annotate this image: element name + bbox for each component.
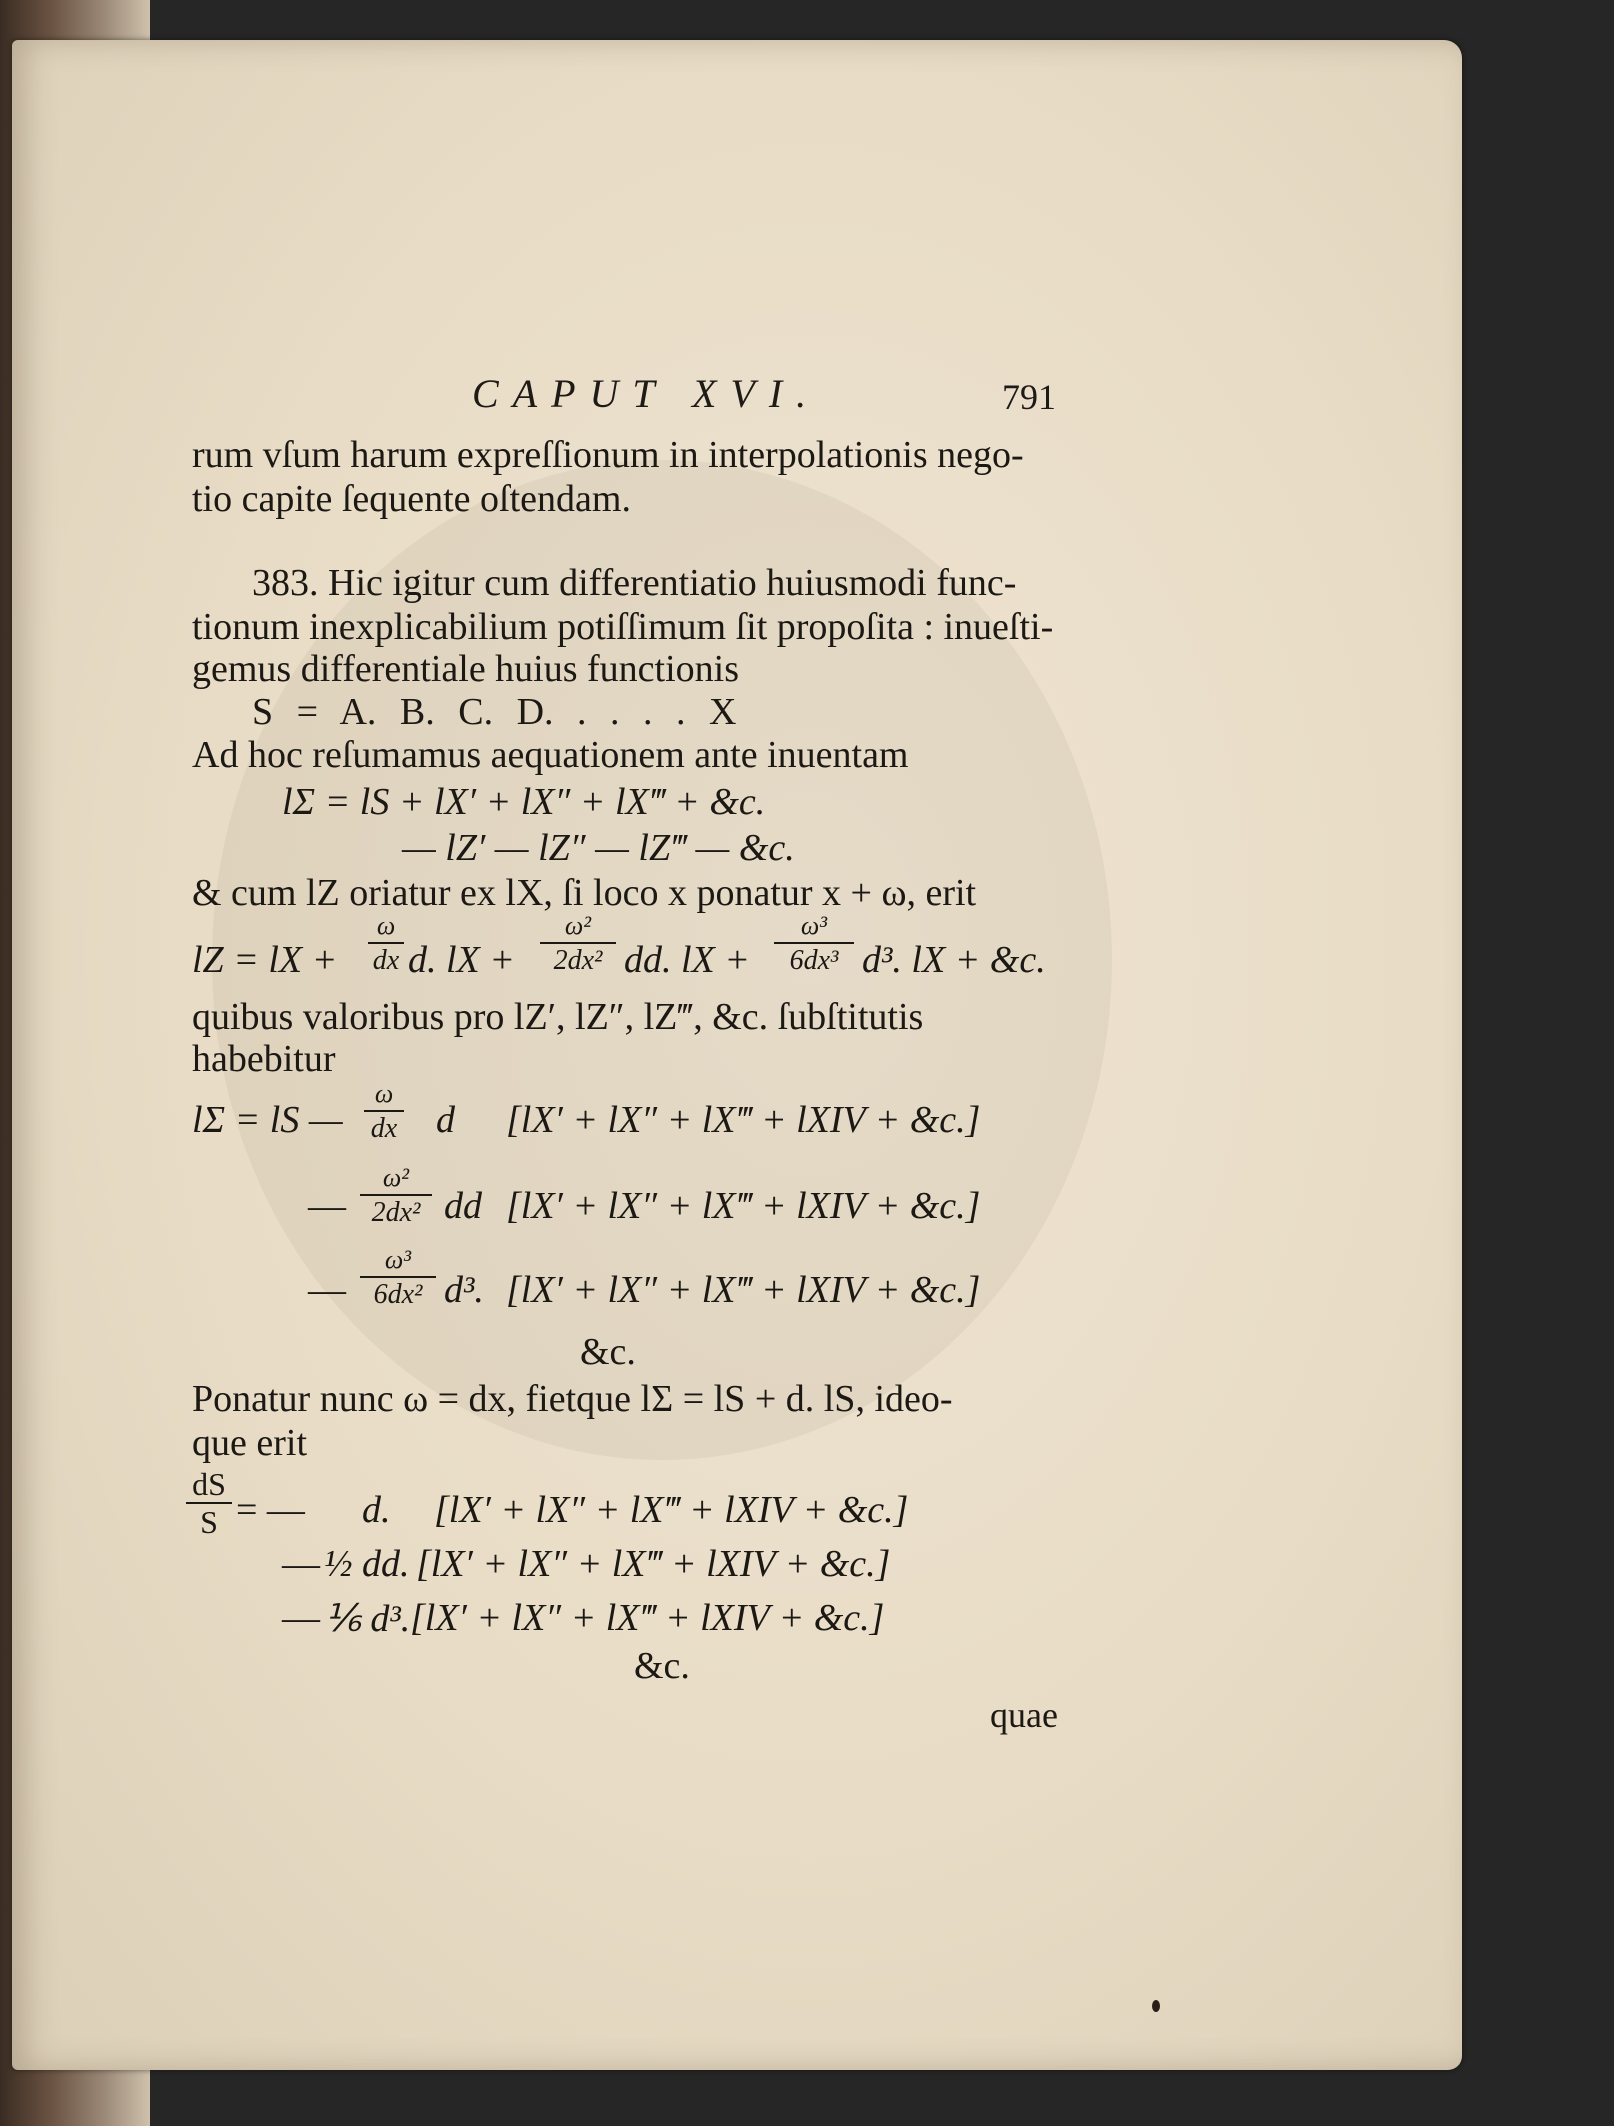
text-line: Ad hoc reſumamus aequationem ante inuentam [192, 734, 909, 776]
bracket-sum: [lX′ + lX″ + lX‴ + lXIV + &c.] [506, 1185, 981, 1227]
fraction-bar [360, 1276, 436, 1278]
fraction-numerator: ω [374, 1079, 394, 1108]
text-line: rum vſum harum expreſſionum in interpolationis nego- [192, 434, 1024, 476]
text-line: habebitur [192, 1038, 336, 1080]
bracket-sum: [lX′ + lX″ + lX‴ + lXIV + &c.] [416, 1543, 891, 1585]
ink-spot [1152, 2000, 1160, 2012]
equation-term: d³. lX + &c. [862, 939, 1046, 981]
fraction-bar [364, 1110, 404, 1112]
catchword: quae [990, 1695, 1058, 1735]
fraction-numerator: ω³ [384, 1245, 412, 1274]
text-line: Ponatur nunc ω = dx, fietque lΣ = lS + d. lS, ideo- [192, 1378, 953, 1420]
minus-sign: — [308, 1185, 346, 1227]
fraction-bar [540, 942, 616, 944]
text-line: 383. Hic igitur cum differentiatio huiusmodi func- [252, 562, 1017, 604]
text-line: tionum inexplicabilium potiſſimum ſit propoſita : inueſti- [192, 606, 1054, 648]
text-line: tio capite ſequente oſtendam. [192, 478, 631, 520]
running-head: CAPUT XVI. [472, 371, 821, 416]
fraction-denominator: dx [372, 945, 400, 976]
fraction-bar [774, 942, 854, 944]
fraction [364, 1080, 404, 1144]
equation-lhs: lZ = lX + [192, 939, 338, 981]
fraction-bar [360, 1194, 432, 1196]
bracket-sum: [lX′ + lX″ + lX‴ + lXIV + &c.] [410, 1597, 885, 1639]
fraction-denominator: 6dx² [373, 1279, 423, 1310]
fraction-numerator: ω [376, 911, 396, 940]
bracket-sum: [lX′ + lX″ + lX‴ + lXIV + &c.] [506, 1099, 981, 1141]
equals-minus: = — [236, 1489, 305, 1531]
minus-sign: — [308, 1269, 346, 1311]
coefficient: ⅙ d³. [324, 1598, 411, 1640]
operator: d³. [444, 1269, 484, 1311]
text-line: & cum lZ oriatur ex lX, ſi loco x ponatur x + ω, erit [192, 872, 977, 914]
equation-log-sigma: lΣ = lS + lX′ + lX″ + lX‴ + &c. [282, 781, 766, 823]
fraction-denominator: 6dx³ [789, 945, 839, 976]
operator: d. [362, 1489, 391, 1531]
etcetera: &c. [634, 1645, 690, 1687]
operator: dd [444, 1185, 482, 1227]
fraction-denominator: S [200, 1504, 218, 1540]
fraction-numerator: ω² [564, 911, 592, 940]
fraction-denominator: dx [370, 1113, 398, 1144]
etcetera: &c. [580, 1331, 636, 1373]
fraction-numerator: dS [192, 1466, 226, 1502]
fraction [368, 912, 404, 976]
page-header [202, 370, 1102, 420]
text-line: quibus valoribus pro lZ′, lZ″, lZ‴, &c. ſubſtitutis [192, 996, 924, 1038]
minus-sign: — [282, 1597, 320, 1639]
fraction [186, 1468, 232, 1538]
equation-term: dd. lX + [624, 939, 750, 981]
text-line: gemus differentiale huius functionis [192, 648, 740, 690]
equation-s-product: S = A. B. C. D. . . . . X [252, 691, 737, 733]
fraction-bar [368, 942, 404, 944]
bracket-sum: [lX′ + lX″ + lX‴ + lXIV + &c.] [434, 1489, 909, 1531]
fraction [774, 912, 854, 976]
equation-lhs: lΣ = lS — [192, 1099, 343, 1141]
minus-sign: — [282, 1543, 320, 1585]
equation-term: d. lX + [408, 939, 515, 981]
text-line: que erit [192, 1422, 308, 1464]
fraction-denominator: 2dx² [553, 945, 603, 976]
book-page [12, 40, 1462, 2070]
fraction [540, 912, 616, 976]
fraction-denominator: 2dx² [371, 1197, 421, 1228]
coefficient: ½ dd. [324, 1543, 410, 1585]
fraction-numerator: ω³ [800, 911, 828, 940]
fraction [360, 1246, 436, 1310]
page-number: 791 [1002, 377, 1056, 417]
equation-log-sigma-continued: — lZ′ — lZ″ — lZ‴ — &c. [402, 827, 795, 869]
fraction [360, 1164, 432, 1228]
operator: d [436, 1099, 455, 1141]
bracket-sum: [lX′ + lX″ + lX‴ + lXIV + &c.] [506, 1269, 981, 1311]
fraction-numerator: ω² [382, 1163, 410, 1192]
